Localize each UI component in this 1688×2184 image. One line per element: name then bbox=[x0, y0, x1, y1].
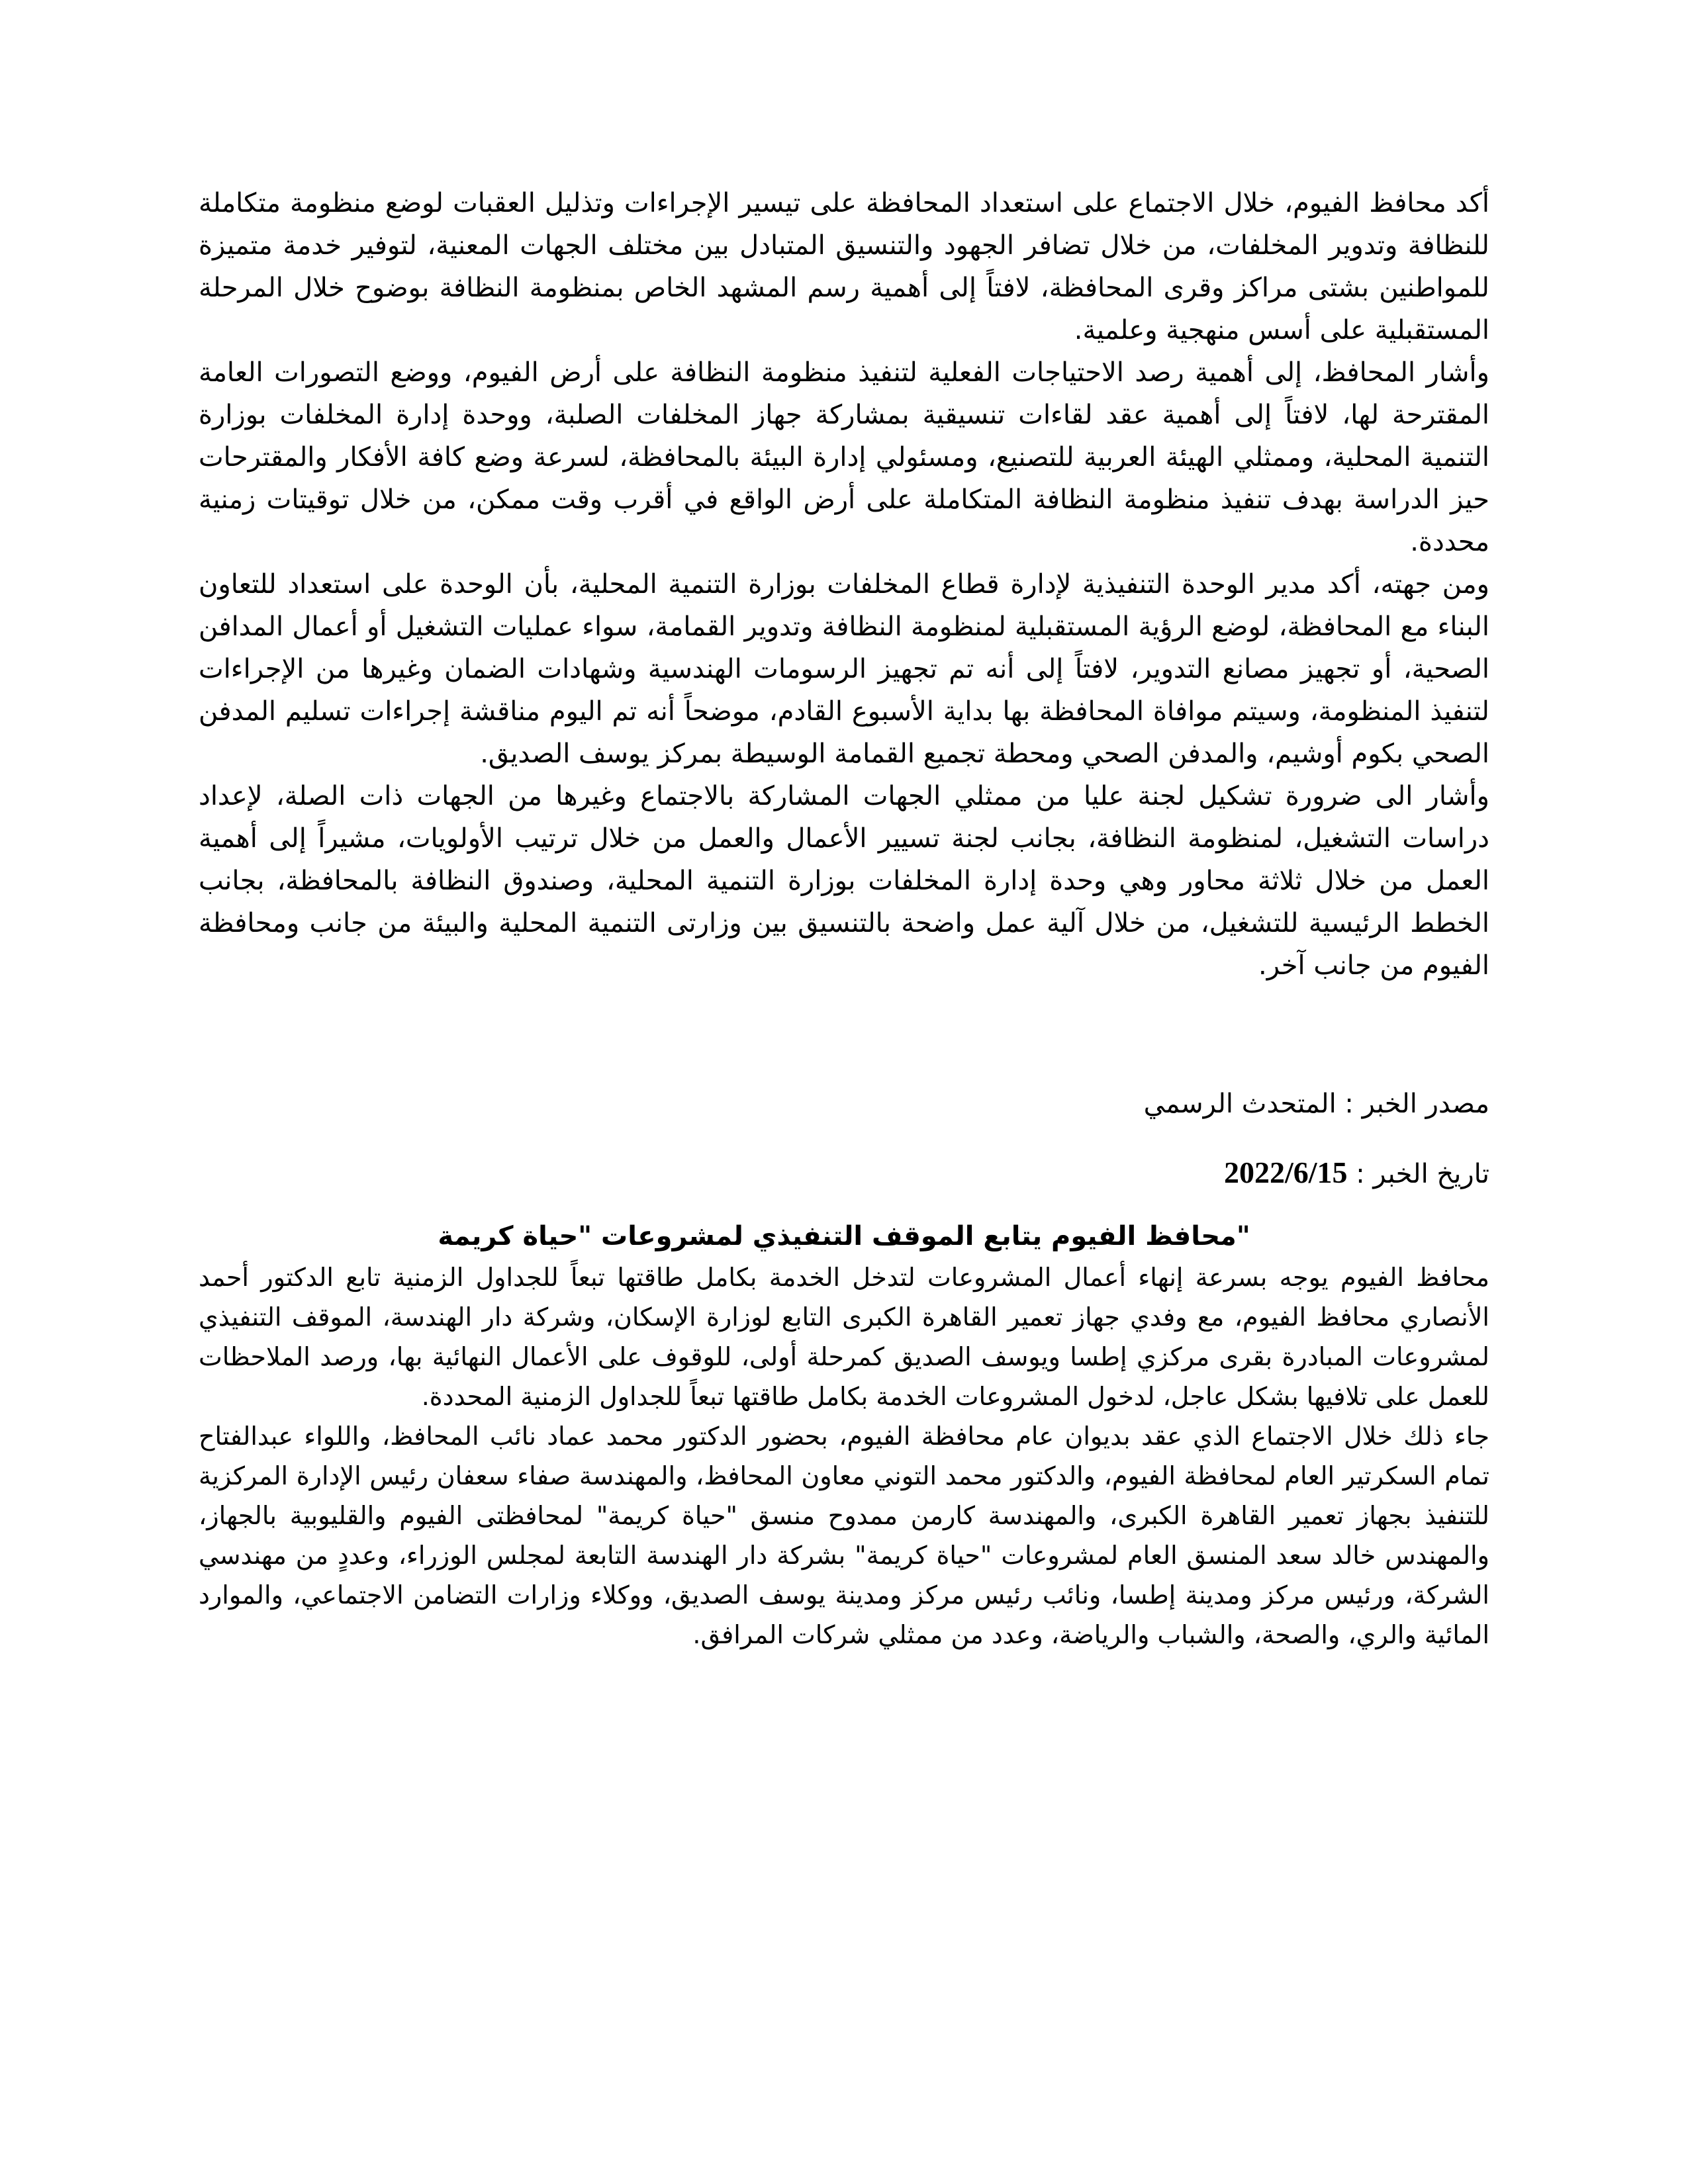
news-date-value: 2022/6/15 bbox=[1223, 1156, 1348, 1189]
news-source: مصدر الخبر : المتحدث الرسمي bbox=[1143, 1089, 1489, 1119]
article-body bbox=[199, 182, 1489, 987]
paragraph: وأشار الى ضرورة تشكيل لجنة عليا من ممثلي الجهات المشاركة بالاجتماع وغيرها من الجهات ذات الصلة، لإعداد دراسات التشغيل، لمنظومة النظافة، بجانب لجنة تسيير الأعمال والعمل من خلال ترتيب الأولويات، مشيراً إلى أهمية العمل من خلال ثلاثة محاور وهي وحدة إدارة المخلفات بوزارة التنمية المحلية، وصندوق النظافة بالمحافظة، بجانب الخطط الرئيسية للتشغيل، من خلال آلية عمل واضحة بالتنسيق بين وزارتى التنمية المحلية والبيئة من جانب ومحافظة الفيوم من جانب آخر. bbox=[199, 781, 1489, 981]
paragraph: وأشار المحافظ، إلى أهمية رصد الاحتياجات الفعلية لتنفيذ منظومة النظافة على أرض الفيوم، ووضع التصورات العامة المقترحة لها، لافتاً إلى أهمية عقد لقاءات تنسيقية بمشاركة جهاز المخلفات الصلبة، ووحدة إدارة المخلفات بوزارة التنمية المحلية، وممثلي الهيئة العربية للتصنيع، ومسئولي إدارة البيئة بالمحافظة، لسرعة وضع كافة الأفكار والمقترحات حيز الدراسة بهدف تنفيذ منظومة النظافة المتكاملة على أرض الواقع في أقرب وقت ممكن، من خلال توقيتات زمنية محددة. bbox=[199, 357, 1489, 557]
paragraph: ومن جهته، أكد مدير الوحدة التنفيذية لإدارة قطاع المخلفات بوزارة التنمية المحلية، بأن الوحدة على استعداد للتعاون البناء مع المحافظة، لوضع الرؤية المستقبلية لمنظومة النظافة وتدوير القمامة، سواء عمليات التشغيل أو أعمال المدافن الصحية، أو تجهيز مصانع التدوير، لافتاً إلى أنه تم تجهيز الرسومات الهندسية وشهادات الضمان وغيرها من الإجراءات لتنفيذ المنظومة، وسيتم موافاة المحافظة بها بداية الأسبوع القادم، موضحاً أنه تم اليوم مناقشة إجراءات تسليم المدفن الصحي بكوم أوشيم، والمدفن الصحي ومحطة تجميع القمامة الوسيطة بمركز يوسف الصديق. bbox=[199, 569, 1489, 769]
paragraph: جاء ذلك خلال الاجتماع الذي عقد بديوان عام محافظة الفيوم، بحضور الدكتور محمد عماد نائب المحافظ، واللواء عبدالفتاح تمام السكرتير العام لمحافظة الفيوم، والدكتور محمد التوني معاون المحافظ، والمهندسة صفاء سعفان رئيس الإدارة المركزية للتنفيذ بجهاز تعمير القاهرة الكبرى، والمهندسة كارمن ممدوح منسق "حياة كريمة" لمحافظتى الفيوم والقليوبية بالجهاز، والمهندس خالد سعد المنسق العام لمشروعات "حياة كريمة" بشركة دار الهندسة التابعة لمجلس الوزراء، وعددٍ من مهندسي الشركة، ورئيس مركز ومدينة إطسا، ونائب رئيس مركز ومدينة يوسف الصديق، ووكلاء وزارات التضامن الاجتماعي، والموارد المائية والري، والصحة، والشباب والرياضة، وعدد من ممثلي شركات المرافق. bbox=[199, 1422, 1489, 1649]
spacer bbox=[199, 1125, 1489, 1152]
news-date bbox=[199, 1152, 1489, 1195]
headline: "محافظ الفيوم يتابع الموقف التنفيذي لمشروعات "حياة كريمة bbox=[438, 1221, 1250, 1251]
spacer bbox=[199, 987, 1489, 1083]
document-page bbox=[199, 182, 1489, 1655]
paragraph: محافظ الفيوم يوجه بسرعة إنهاء أعمال المشروعات لتدخل الخدمة بكامل طاقتها تبعاً للجداول الزمنية تابع الدكتور أحمد الأنصاري محافظ الفيوم، مع وفدي جهاز تعمير القاهرة الكبرى التابع لوزارة الإسكان، وشركة دار الهندسة، الموقف التنفيذي لمشروعات المبادرة بقرى مركزي إطسا ويوسف الصديق كمرحلة أولى، للوقوف على الأعمال النهائية بها، ورصد الملاحظات للعمل على تلافيها بشكل عاجل، لدخول المشروعات الخدمة بكامل طاقتها تبعاً للجداول الزمنية المحددة. bbox=[199, 1263, 1489, 1411]
paragraph: أكد محافظ الفيوم، خلال الاجتماع على استعداد المحافظة على تيسير الإجراءات وتذليل العقبات لوضع منظومة متكاملة للنظافة وتدوير المخلفات، من خلال تضافر الجهود والتنسيق المتبادل بين مختلف الجهات المعنية، لتوفير خدمة متميزة للمواطنين بشتى مراكز وقرى المحافظة، لافتاً إلى أهمية رسم المشهد الخاص بمنظومة النظافة بوضوح خلال المرحلة المستقبلية على أسس منهجية وعلمية. bbox=[199, 188, 1489, 345]
news-date-label: تاريخ الخبر : bbox=[1356, 1159, 1489, 1189]
article-body-2 bbox=[199, 1257, 1489, 1655]
